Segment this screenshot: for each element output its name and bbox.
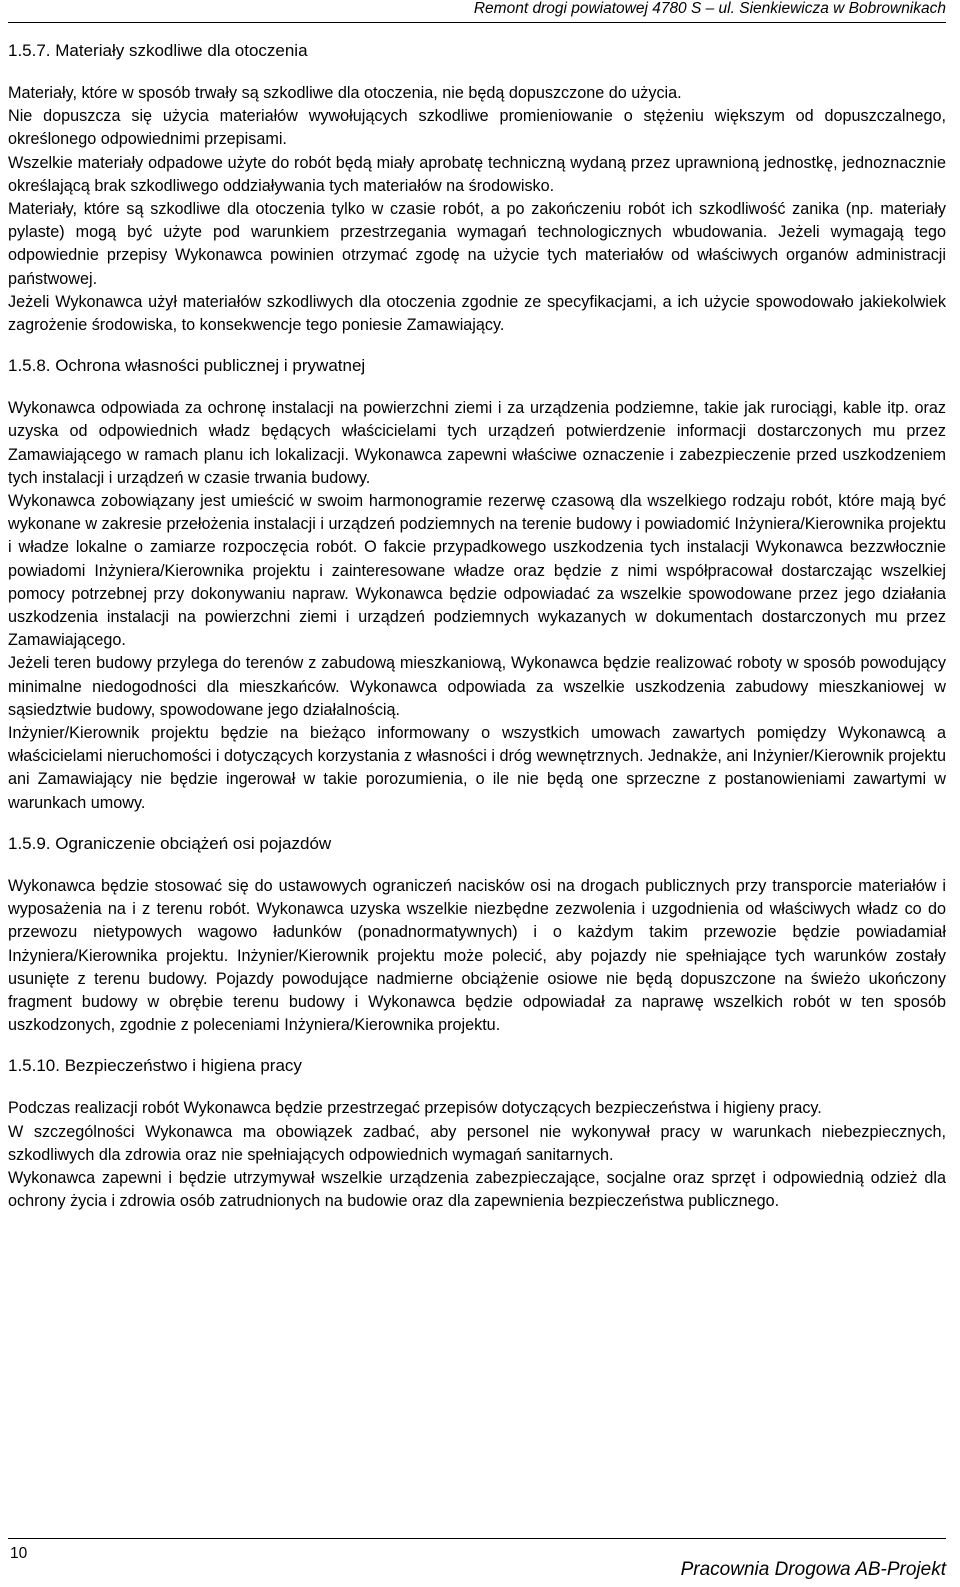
paragraph: Jeżeli Wykonawca użył materiałów szkodliwych dla otoczenia zgodnie ze specyfikacjami, a ich użycie spowodowało jakiekolwiek zagrożenie środowiska, to konsekwencje tego poniesie Zamawiający. — [8, 292, 946, 335]
section-1-5-10 — [8, 1055, 946, 1213]
page-number: 10 — [10, 1545, 28, 1562]
paragraph: Wykonawca odpowiada za ochronę instalacji na powierzchni ziemi i za urządzenia podziemne, takie jak rurociągi, kable itp. oraz uzyska od odpowiednich władz będących właścicielami tych urządzeń potwierdzenie informacji dostarczonych mu przez Zamawiającego w ramach planu ich lokalizacji. Wykonawca zapewni właściwe oznaczenie i zabezpieczenie przed uszkodzeniem tych instalacji i urządzeń w czasie trwania budowy. — [8, 399, 946, 487]
paragraph: Materiały, które są szkodliwe dla otoczenia tylko w czasie robót, a po zakończeniu robót ich szkodliwość zanika (np. materiały pylaste) mogą być użyte pod warunkiem przestrzegania wymagań technologicznych wbudowania. Jeżeli wymagają tego odpowiednie przepisy Wykonawca powinien otrzymać zgodę na użycie tych materiałów od właściwych organów administracji państwowej. — [8, 200, 946, 288]
page-header — [8, 0, 946, 23]
section-title: 1.5.7. Materiały szkodliwe dla otoczenia — [8, 41, 308, 60]
paragraph: Nie dopuszcza się użycia materiałów wywołujących szkodliwe promieniowanie o stężeniu większym od dopuszczalnego, określonego odpowiednimi przepisami. — [8, 107, 946, 149]
section-1-5-9 — [8, 833, 946, 1037]
paragraph: Wykonawca zapewni i będzie utrzymywał wszelkie urządzenia zabezpieczające, socjalne oraz sprzęt i odpowiednią odzież dla ochrony życia i zdrowia osób zatrudnionych na budowie oraz dla zapewnienia bezpieczeństwa publicznego. — [8, 1168, 946, 1211]
paragraph: Wszelkie materiały odpadowe użyte do robót będą miały aprobatę techniczną wydaną przez uprawnioną jednostkę, jednoznacznie określającą brak szkodliwego oddziaływania tych materiałów na środowisko. — [8, 153, 946, 195]
paragraph: Podczas realizacji robót Wykonawca będzie przestrzegać przepisów dotyczących bezpieczeństwa i higieny pracy. — [8, 1099, 822, 1118]
header-text: Remont drogi powiatowej 4780 S – ul. Sienkiewicza w Bobrownikach — [473, 0, 946, 17]
paragraph: Wykonawca zobowiązany jest umieścić w swoim harmonogramie rezerwę czasową dla wszelkiego rodzaju robót, które mają być wykonane w zakresie przełożenia instalacji i urządzeń podziemnych na terenie budowy i powiadomić Inżyniera/Kierownika projektu i władze lokalne o zamiarze rozpoczęcia robót. O fakcie przypadkowego uszkodzenia tych instalacji Wykonawca bezzwłocznie powiadomi Inżyniera/Kierownika projektu i zainteresowane władze oraz będzie z nimi współpracował dostarczając wszelkiej pomocy potrzebnej przy dokonywaniu napraw. Wykonawca będzie odpowiadać za wszelkie spowodowane przez jego działania uszkodzenia instalacji na powierzchni ziemi i urządzeń podziemnych wykazanych w dokumentach dostarczonych mu przez Zamawiającego. — [8, 492, 946, 650]
section-1-5-7 — [8, 40, 946, 337]
paragraph: Wykonawca będzie stosować się do ustawowych ograniczeń nacisków osi na drogach publicznych przy transporcie materiałów i wyposażenia na i z terenu robót. Wykonawca uzyska wszelkie niezbędne zezwolenia i uzgodnienia od właściwych władz co do przewozu nietypowych wagowo ładunków (ponadnormatywnych) i o każdym takim przewozie będzie powiadamiał Inżyniera/Kierownika projektu. Inżynier/Kierownik projektu może polecić, aby pojazdy nie spełniające tych warunków zostały usunięte z terenu budowy. Pojazdy powodujące nadmierne obciążenie osiowe nie będą dopuszczone na świeżo ukończony fragment budowy w obrębie terenu budowy i Wykonawca będzie odpowiadał za naprawę wszelkich robót w ten sposób uszkodzonych, zgodnie z poleceniami Inżyniera/Kierownika projektu. — [8, 876, 946, 1035]
page-footer — [8, 1538, 946, 1587]
footer-brand: Pracownia Drogowa AB-Projekt — [680, 1559, 946, 1580]
paragraph: Materiały, które w sposób trwały są szkodliwe dla otoczenia, nie będą dopuszczone do użycia. — [8, 84, 682, 102]
paragraph: Jeżeli teren budowy przylega do terenów z zabudową mieszkaniową, Wykonawca będzie realizować roboty w sposób powodujący minimalne niedogodności dla mieszkańców. Wykonawca odpowiada za wszelkie uszkodzenia zabudowy mieszkaniowej w sąsiedztwie budowy, spowodowane jego działalnością. — [8, 654, 946, 719]
paragraph: W szczególności Wykonawca ma obowiązek zadbać, aby personel nie wykonywał pracy w warunkach niebezpiecznych, szkodliwych dla zdrowia oraz nie spełniających odpowiednich wymagań sanitarnych. — [8, 1122, 946, 1164]
section-title: 1.5.9. Ograniczenie obciążeń osi pojazdów — [8, 833, 332, 853]
section-title: 1.5.8. Ochrona własności publicznej i prywatnej — [8, 356, 366, 376]
paragraph: Inżynier/Kierownik projektu będzie na bieżąco informowany o wszystkich umowach zawartych pomiędzy Wykonawcą a właścicielami nieruchomości i dotyczących korzystania z własności i dróg wewnętrznych. Jednakże, ani Inżynier/Kierownik projektu ani Zamawiający nie będzie ingerował w takie porozumienia, o ile nie będą one sprzeczne z postanowieniami zawartymi w warunkach umowy. — [8, 724, 946, 812]
section-1-5-8 — [8, 355, 946, 815]
document-body — [8, 40, 946, 1231]
section-title: 1.5.10. Bezpieczeństwo i higiena pracy — [8, 1056, 302, 1076]
